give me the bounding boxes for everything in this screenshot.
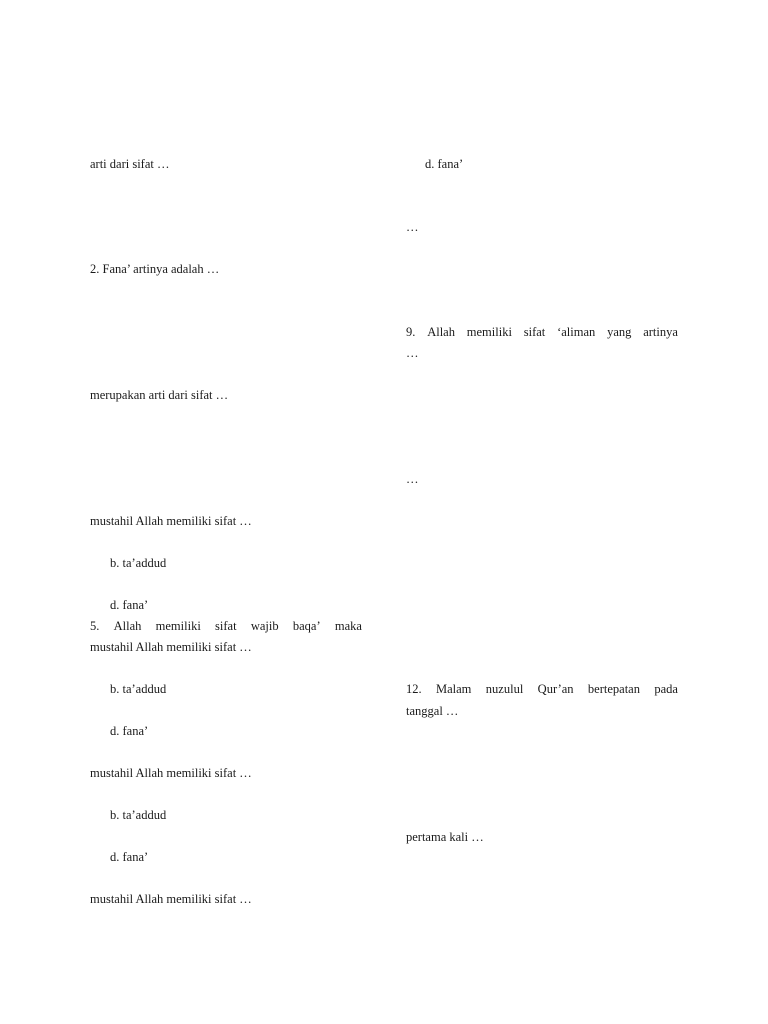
question-12-line-2: tanggal … [406, 704, 459, 718]
option-d-2: d. fana’ [110, 724, 149, 738]
question-2: 2. Fana’ artinya adalah … [90, 262, 220, 276]
q5-word: baqa’ [292, 619, 321, 633]
ellipsis-line-1: … [406, 220, 419, 234]
q9-word: memiliki [466, 325, 512, 339]
q12-word: Qur’an [537, 682, 574, 696]
option-d-3: d. fana’ [110, 850, 149, 864]
q12-word: nuzulul [485, 682, 524, 696]
option-b-2: b. ta’addud [110, 682, 167, 696]
text-line-mustahil-2: mustahil Allah memiliki sifat … [90, 766, 252, 780]
q5-word: memiliki [155, 619, 201, 633]
q9-word: Allah [427, 325, 455, 339]
q5-word: Allah [113, 619, 142, 633]
question-5-line-1 [90, 618, 362, 634]
option-b-1: b. ta’addud [110, 556, 167, 570]
q5-word: 5. [90, 619, 100, 633]
q9-word: ‘aliman [557, 325, 596, 339]
option-b-3: b. ta’addud [110, 808, 167, 822]
text-line-pertama-kali: pertama kali … [406, 830, 484, 844]
q12-word: Malam [436, 682, 472, 696]
q5-word: wajib [250, 619, 279, 633]
ellipsis-line-2: … [406, 472, 419, 486]
q5-word: maka [334, 619, 362, 633]
text-line-mustahil-1: mustahil Allah memiliki sifat … [90, 514, 252, 528]
q9-word: sifat [523, 325, 546, 339]
q12-word: bertepatan [587, 682, 640, 696]
text-line-mustahil-3: mustahil Allah memiliki sifat … [90, 892, 252, 906]
q5-word: sifat [215, 619, 237, 633]
q9-word: yang [607, 325, 632, 339]
question-9-line-1 [406, 324, 678, 340]
q9-word: artinya [643, 325, 678, 339]
question-9-line-2: … [406, 346, 419, 360]
option-d-1: d. fana’ [110, 598, 149, 612]
q9-word: 9. [406, 325, 416, 339]
option-d-top: d. fana’ [425, 157, 464, 171]
q12-word: 12. [406, 682, 422, 696]
text-line-sifat-arti: arti dari sifat … [90, 157, 170, 171]
question-5-line-2: mustahil Allah memiliki sifat … [90, 640, 252, 654]
q12-word: pada [654, 682, 678, 696]
text-line-merupakan-arti: merupakan arti dari sifat … [90, 388, 229, 402]
question-12-line-1 [406, 681, 678, 697]
